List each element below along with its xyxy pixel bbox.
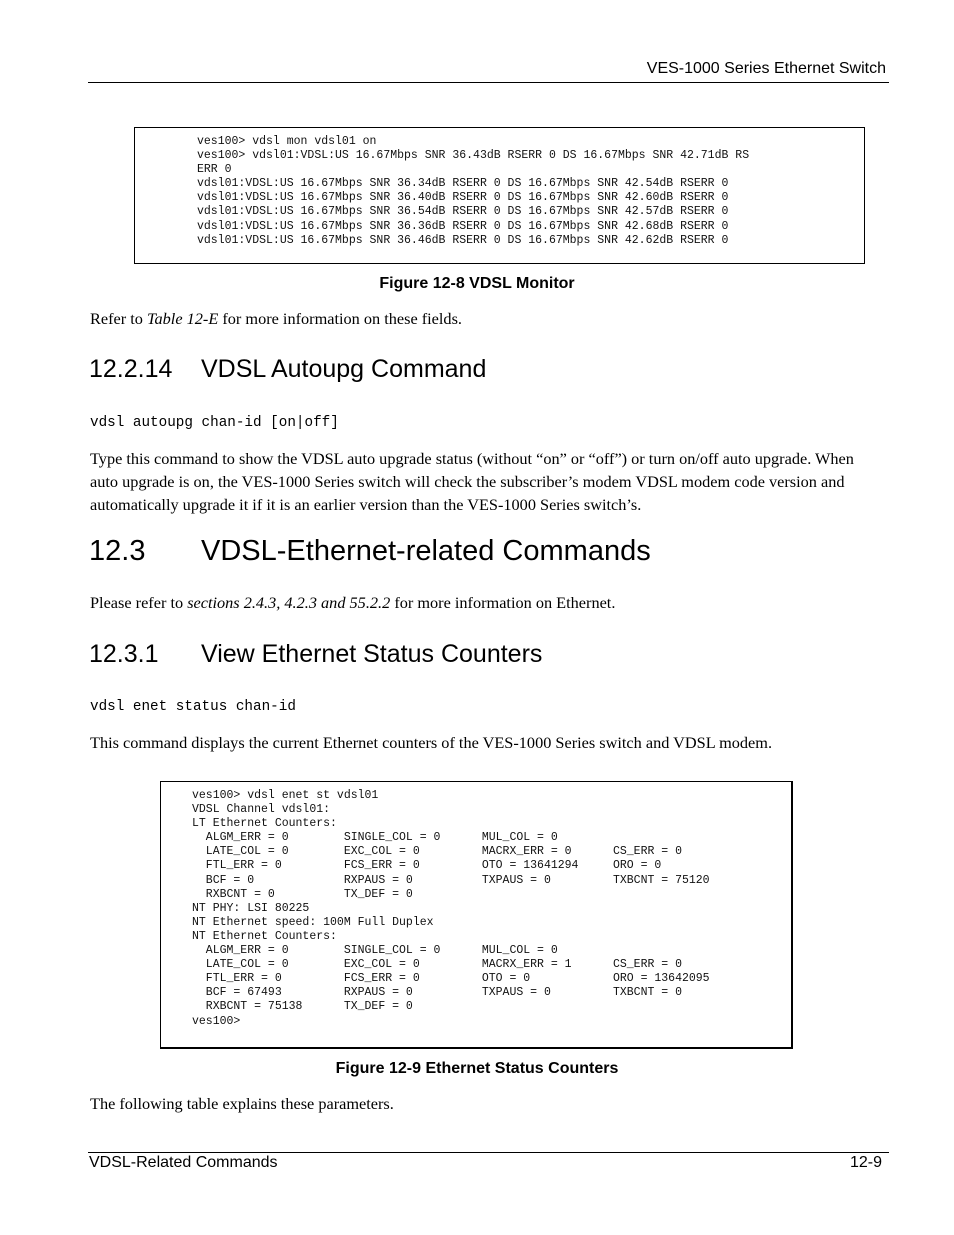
code-line: LATE_COL = 0 EXC_COL = 0 MACRX_ERR = 0 CS_ERR = 0 [192,845,682,859]
code-line: vdsl01:VDSL:US 16.67Mbps SNR 36.46dB RSERR 0 DS 16.67Mbps SNR 42.62dB RSERR 0 [197,233,729,247]
running-header: VES-1000 Series Ethernet Switch [646,60,886,77]
code-line: NT PHY: LSI 80225 [192,901,310,915]
code-line: vdsl01:VDSL:US 16.67Mbps SNR 36.36dB RSERR 0 DS 16.67Mbps SNR 42.68dB RSERR 0 [197,219,729,233]
code-line: RXBCNT = 75138 TX_DEF = 0 [192,1000,413,1014]
body-paragraph: Type this command to show the VDSL auto upgrade status (without “on” or “off”) or turn on/off auto upgrade. When auto upgrade is on, the VES-1000 Series switch will check the subscriber’s modem VDSL modem code version and automatically upgrade it if it is an earlier version than the VES-1000 Series switch’s. [90,449,854,514]
text-run: Refer to [90,309,147,328]
code-line: BCF = 0 RXPAUS = 0 TXPAUS = 0 TXBCNT = 75120 [192,873,710,887]
footer-page-number: 12-9 [849,1154,882,1171]
command-syntax: vdsl enet status chan-id [90,699,296,715]
code-line: BCF = 67493 RXPAUS = 0 TXPAUS = 0 TXBCNT = 0 [192,986,682,1000]
text-run: for more information on these fields. [218,309,462,328]
figure-caption: Figure 12-8 VDSL Monitor [379,275,575,292]
code-line: NT Ethernet speed: 100M Full Duplex [192,915,434,929]
code-line: ves100> vdsl enet st vdsl01 [192,789,379,802]
footer-rule [88,1152,889,1153]
code-line: VDSL Channel vdsl01: [192,803,331,817]
code-line: FTL_ERR = 0 FCS_ERR = 0 OTO = 13641294 ORO = 0 [192,859,662,873]
code-line: RXBCNT = 0 TX_DEF = 0 [192,887,413,901]
section-title: View Ethernet Status Counters [201,640,543,668]
code-line: ALGM_ERR = 0 SINGLE_COL = 0 MUL_COL = 0 [192,944,558,958]
section-title: VDSL-Ethernet-related Commands [201,535,651,567]
footer-chapter: VDSL-Related Commands [89,1154,278,1171]
code-line: vdsl01:VDSL:US 16.67Mbps SNR 36.34dB RSERR 0 DS 16.67Mbps SNR 42.54dB RSERR 0 [197,177,729,191]
code-line: LATE_COL = 0 EXC_COL = 0 MACRX_ERR = 1 CS_ERR = 0 [192,958,682,972]
code-line: FTL_ERR = 0 FCS_ERR = 0 OTO = 0 ORO = 13642095 [192,972,710,986]
header-rule [88,82,889,83]
table-reference: Table 12-E [146,309,219,328]
code-line: ERR 0 [197,163,232,177]
code-line: LT Ethernet Counters: [192,817,337,831]
body-paragraph [90,591,870,614]
code-line: ves100> [192,1014,241,1028]
code-line: ves100> vdsl01:VDSL:US 16.67Mbps SNR 36.43dB RSERR 0 DS 16.67Mbps SNR 42.71dB RS [197,149,750,163]
code-line: vdsl01:VDSL:US 16.67Mbps SNR 36.54dB RSERR 0 DS 16.67Mbps SNR 42.57dB RSERR 0 [197,205,729,219]
body-paragraph: This command displays the current Ethernet counters of the VES-1000 Series switch and VDSL modem. [90,733,773,752]
figure-vdsl-monitor-code [134,127,865,264]
section-number: 12.3.1 [89,640,159,668]
section-heading [89,355,487,384]
text-run: for more information on Ethernet. [390,593,616,612]
section-heading [89,535,651,568]
text-run: Please refer to [90,593,188,612]
figure-caption: Figure 12-9 Ethernet Status Counters [335,1060,619,1077]
code-line: vdsl01:VDSL:US 16.67Mbps SNR 36.40dB RSERR 0 DS 16.67Mbps SNR 42.60dB RSERR 0 [197,191,729,205]
section-title: VDSL Autoupg Command [201,355,487,383]
code-line: ves100> vdsl mon vdsl01 on [197,135,377,148]
section-number: 12.3 [89,535,146,567]
code-line: ALGM_ERR = 0 SINGLE_COL = 0 MUL_COL = 0 [192,831,558,845]
figure-ethernet-counters-code [160,781,793,1049]
section-number: 12.2.14 [89,355,173,383]
refer-paragraph [90,307,870,330]
sections-reference: sections 2.4.3, 4.2.3 and 55.2.2 [187,593,391,612]
code-line: NT Ethernet Counters: [192,929,337,943]
closing-paragraph: The following table explains these parameters. [90,1094,394,1113]
command-syntax: vdsl autoupg chan-id [on|off] [90,415,339,431]
section-heading [89,640,543,669]
